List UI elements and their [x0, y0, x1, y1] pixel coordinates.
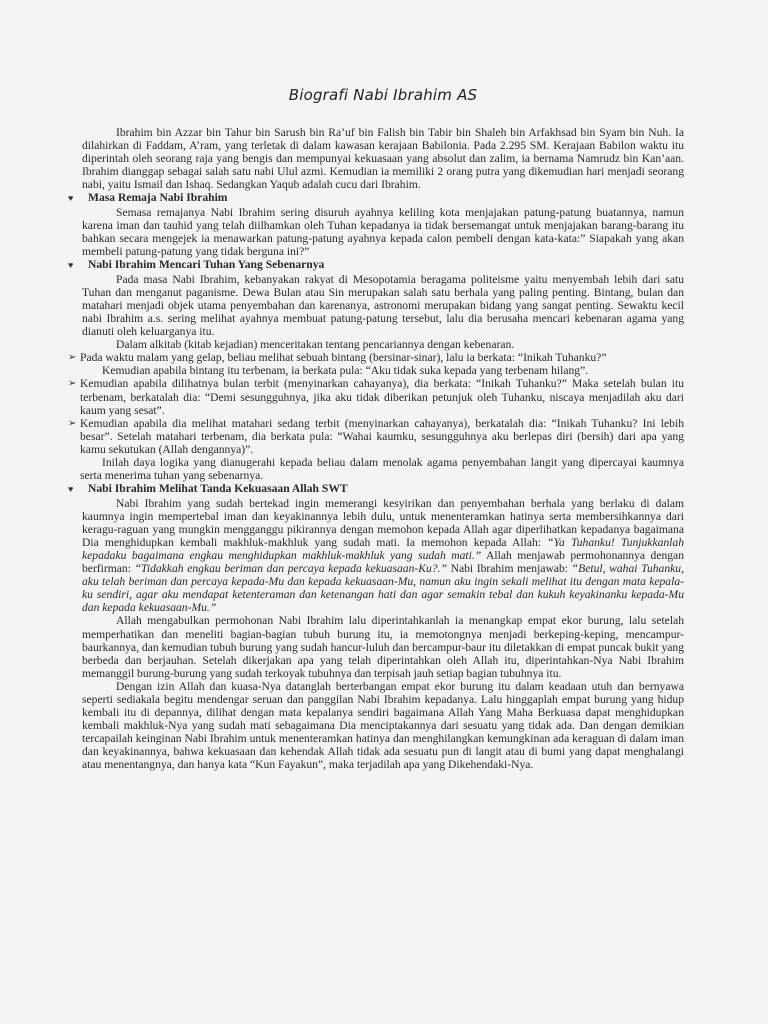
arrow-bullet-icon: ➢	[68, 417, 77, 429]
section-heading-label: Nabi Ibrahim Melihat Tanda Kekuasaan Allah SWT	[88, 482, 348, 496]
section-heading-masa-remaja	[68, 191, 684, 205]
section-heading-label: Nabi Ibrahim Mencari Tuhan Yang Sebenarnya	[88, 258, 325, 272]
quote-text: “Tidakkah engkau beriman dan percaya kepada kekuasaan-Ku?.”	[134, 562, 447, 576]
list-item-text: Kemudian apabila dilihatnya bulan terbit (menyinarkan cahayanya), dia berkata: “Inikah Tuhanku?” Maka setelah bulan itu terbenam, berkatalah dia: “Demi sesungguhnya, jika aku tidak diberikan petunjuk oleh Tuhanku, niscaya menjadilah aku dari kaum yang sesat”.	[80, 377, 684, 417]
section-tanda-kekuasaan-paragraph-1	[82, 497, 684, 615]
section-heading-tanda-kekuasaan	[68, 482, 684, 496]
alkitab-paragraph: Dalam alkitab (kitab kejadian) menceritakan tentang pencariannya dengan kebenaran.	[116, 338, 515, 352]
section-tanda-kekuasaan-paragraph-3: Dengan izin Allah dan kuasa-Nya datanglah berterbangan empat ekor burung itu dalam keadaan utuh dan bernyawa seperti sediakala begitu mendengar seruan dan panggilan Nabi Ibrahim kepadanya. Lalu hinggaplah empat burung yang hidup kembali itu di depannya, dilihat dengan mata kepalanya sendiri bagaimana Allah Yang Maha Berkuasa dapat menghidupkan kembali makhluk-Nya yang sudah mati sebagaimana Dia menciptakannya dari sesuatu yang tidak ada. Dan dengan demikian tercapailah keinginan Nabi Ibrahim untuk menenteramkan hatinya dan menghilangkan kemungkinan ada keraguan di dalam iman dan keyakinannya, bahwa kekuasaan dan kehendak Allah tidak ada sesuatu pun di langit atau di bumi yang dapat menghalangi atau menentangnya, dan hanya kata “Kun Fayakun”, maka terjadilah apa yang Dikehendaki-Nya.	[82, 679, 684, 772]
section-heading-label: Masa Remaja Nabi Ibrahim	[88, 191, 228, 205]
heart-bullet-icon: ♥	[68, 484, 74, 495]
heart-bullet-icon: ♥	[68, 260, 74, 271]
heart-bullet-icon: ♥	[68, 193, 74, 204]
arrow-bullet-icon: ➢	[68, 378, 77, 390]
list-item-text: Kemudian apabila dia melihat matahari sedang terbit (menyinarkan cahayanya), berkatalah dia: “Inikah Tuhanku? Ini lebih besar”. Setelah matahari terbenam, dia berkata pula: “Wahai kaumku, sesungguhnya aku berlepas diri (bersih) dari apa yang kamu sekutukan (Allah dengannya)”.	[80, 416, 684, 456]
list-item	[68, 377, 684, 416]
list-item-continuation: Kemudian apabila bintang itu terbenam, ia berkata pula: “Aku tidak suka kepada yang terbenam hilang”.	[102, 364, 589, 378]
arrow-bullet-icon: ➢	[68, 352, 77, 364]
list-item-text: Pada waktu malam yang gelap, beliau melihat sebuah bintang (bersinar-sinar), lalu ia berkata: “Inikah Tuhanku?”	[80, 351, 607, 365]
page-title: Biografi Nabi Ibrahim AS	[288, 86, 478, 104]
paragraph-text: Allah menjawab permohonannya dengan berfirman:	[82, 548, 684, 576]
list-item-continuation: Inilah daya logika yang dianugerahi kepada beliau dalam menolak agama penyembahan langit yang dipercayai kaumnya serta menerima tuhan yang sebenarnya.	[80, 455, 684, 483]
section-masa-remaja-paragraph: Semasa remajanya Nabi Ibrahim sering disuruh ayahnya keliling kota menjajakan patung-patung buatannya, namun karena iman dan tauhid yang telah diilhamkan oleh Tuhan kepadanya ia tidak bersemangat untuk menjajakan barang-barang itu bahkan secara mengejek ia menawarkan patung-patung ayahnya kepada calon pembeli dengan kata-kata:” Siapakah yang akan membeli patung-patung yang tidak berguna ini?”	[82, 205, 684, 259]
paragraph-text: Nabi Ibrahim menjawab:	[446, 562, 572, 576]
section-mencari-tuhan-paragraph: Pada masa Nabi Ibrahim, kebanyakan rakyat di Mesopotamia beragama politeisme yaitu menyembah lebih dari satu Tuhan dan menganut paganisme. Dewa Bulan atau Sin merupakan salah satu berhala yang paling penting. Bintang, bulan dan matahari menjadi objek utama penyembahan dan karenanya, astronomi merupakan bidang yang sangat penting. Sewaktu kecil nabi Ibrahim a.s. sering melihat ayahnya membuat patung-patung tersebut, lalu dia berusaha mencari kebenaran agama yang dianuti oleh keluarganya itu.	[82, 272, 684, 339]
list-item	[68, 351, 684, 377]
intro-paragraph: Ibrahim bin Azzar bin Tahur bin Sarush bin Ra’uf bin Falish bin Tabir bin Shaleh bin Arfakhsad bin Syam bin Nuh. Ia dilahirkan di Faddam, A’ram, yang terletak di dalam kawasan kerajaan Babilonia. Pada 2.295 SM. Kerajaan Babilon waktu itu diperintah oleh seorang raja yang bengis dan mempunyai kekuasaan yang absolut dan zalim, ia bernama Namrudz bin Kan’aan. Ibrahim dianggap sebagai salah satu nabi Ulul azmi. Kemudian ia memiliki 2 orang putra yang dikemudian hari menjadi seorang nabi, yaitu Ismail dan Ishaq. Sedangkan Yaqub adalah cucu dari Ibrahim.	[82, 126, 684, 192]
quote-text: “Betul, wahai Tuhanku, aku telah beriman dan percaya kepada-Mu dan kepada kekuasaan-Mu, namun aku ingin sekali melihat itu dengan mata kepala-ku sendiri, agar aku mendapat ketenteraman dan ketenangan hati dan agar semakin tebal dan kukuh keyakinanku kepada-Mu dan kepada kekuasaan-Mu.”	[82, 562, 684, 615]
section-heading-mencari-tuhan	[68, 258, 684, 272]
section-tanda-kekuasaan-paragraph-2: Allah mengabulkan permohonan Nabi Ibrahim lalu diperintahkanlah ia menangkap empat ekor burung, lalu setelah memperhatikan dan meneliti bagian-bagian tubuh burung itu, ia memotongnya menjadi berkeping-keping, mencampur-baurkannya, dan kemudian tubuh burung yang sudah hancur-luluh dan bercampur-baur itu diletakkan di empat puncak bukit yang berbeda dan berjauhan. Setelah dikerjakan apa yang telah diperintahkan oleh Allah itu, diperintahkan-Nya Nabi Ibrahim memanggil burung-burung yang sudah terkoyak tubuhnya dan terpisah jauh setiap bagian tubuhnya itu.	[82, 614, 684, 680]
quote-text: “Ya Tuhanku! Tunjukkanlah kepadaku bagaimana engkau menghidupkan makhluk-makhluk yang sudah mati.”	[82, 535, 684, 562]
paragraph-text: Nabi Ibrahim yang sudah bertekad ingin memerangi kesyirikan dan penyembahan berhala yang berlaku di dalam kaumnya ingin mempertebal iman dan keyakinannya lebih dulu, untuk menenteramkan hatinya serta membersihkannya dari keragu-raguan yang mungkin mengganggu pikirannya dengan memohon kepada Allah agar diperlihatkan kepadanya bagaimana Dia menghidupkan kembali makhluk-makhluk yang sudah mati. Ia memohon kepada Allah:	[82, 496, 684, 549]
list-item	[68, 417, 684, 482]
